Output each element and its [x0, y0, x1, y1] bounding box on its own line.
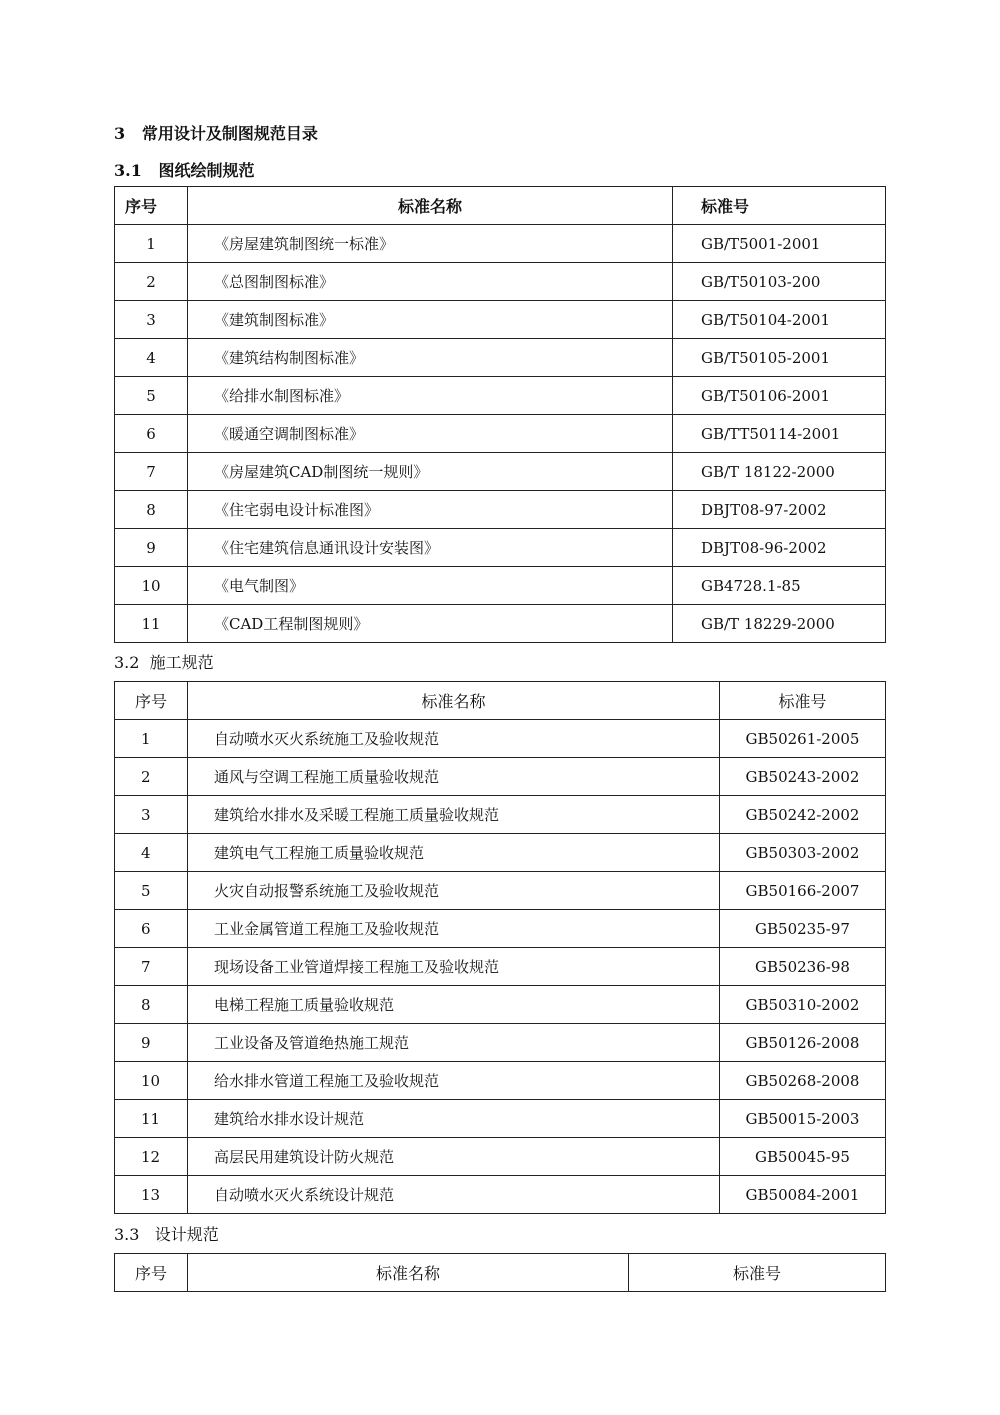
standard-code: GB50236-98: [720, 948, 886, 986]
standard-code: GB/T50106-2001: [673, 377, 886, 415]
standard-name: 工业设备及管道绝热施工规范: [188, 1024, 720, 1062]
table-row: [115, 948, 886, 986]
standard-name: 火灾自动报警系统施工及验收规范: [188, 872, 720, 910]
table-row: [115, 491, 886, 529]
standard-name: 《建筑结构制图标准》: [188, 339, 673, 377]
standard-name: 《房屋建筑CAD制图统一规则》: [188, 453, 673, 491]
row-index: 1: [115, 720, 188, 758]
table-row: [115, 872, 886, 910]
standard-code: GB/T5001-2001: [673, 225, 886, 263]
standard-code: GB50084-2001: [720, 1176, 886, 1214]
header-code: 标准号: [720, 682, 886, 720]
row-index: 6: [115, 415, 188, 453]
row-index: 3: [115, 301, 188, 339]
header-code: 标准号: [629, 1254, 886, 1292]
table-row: [115, 1024, 886, 1062]
standard-name: 建筑给水排水设计规范: [188, 1100, 720, 1138]
standard-code: GB50310-2002: [720, 986, 886, 1024]
standard-name: 《住宅建筑信息通讯设计安装图》: [188, 529, 673, 567]
row-index: 2: [115, 758, 188, 796]
standard-code: GB50303-2002: [720, 834, 886, 872]
table-row: [115, 567, 886, 605]
row-index: 9: [115, 1024, 188, 1062]
row-index: 7: [115, 453, 188, 491]
standard-name: 建筑电气工程施工质量验收规范: [188, 834, 720, 872]
row-index: 7: [115, 948, 188, 986]
table-row: [115, 1176, 886, 1214]
standard-name: 《暖通空调制图标准》: [188, 415, 673, 453]
standard-name: 给水排水管道工程施工及验收规范: [188, 1062, 720, 1100]
table-row: [115, 377, 886, 415]
table-row: [115, 1100, 886, 1138]
row-index: 6: [115, 910, 188, 948]
table-row: [115, 1138, 886, 1176]
header-name: 标准名称: [188, 682, 720, 720]
row-index: 4: [115, 834, 188, 872]
design-standards-table: [114, 1253, 886, 1292]
construction-standards-table: [114, 681, 886, 1214]
header-name: 标准名称: [188, 187, 673, 225]
standard-code: GB50268-2008: [720, 1062, 886, 1100]
table-body: [115, 225, 886, 643]
table-row: [115, 415, 886, 453]
standard-name: 《建筑制图标准》: [188, 301, 673, 339]
standard-code: GB50243-2002: [720, 758, 886, 796]
section-3-title: 3.3 设计规范: [114, 1225, 219, 1244]
table-row: [115, 225, 886, 263]
standard-code: GB/T50104-2001: [673, 301, 886, 339]
table-row: [115, 301, 886, 339]
row-index: 4: [115, 339, 188, 377]
row-index: 11: [115, 1100, 188, 1138]
table-row: [115, 529, 886, 567]
standard-code: GB50166-2007: [720, 872, 886, 910]
standard-code: GB/T 18122-2000: [673, 453, 886, 491]
table-row: [115, 986, 886, 1024]
table-row: [115, 605, 886, 643]
header-name: 标准名称: [188, 1254, 629, 1292]
standard-code: GB50015-2003: [720, 1100, 886, 1138]
standard-code: GB50235-97: [720, 910, 886, 948]
standard-name: 建筑给水排水及采暖工程施工质量验收规范: [188, 796, 720, 834]
standard-code: GB4728.1-85: [673, 567, 886, 605]
table-row: [115, 910, 886, 948]
standard-name: 自动喷水灭火系统设计规范: [188, 1176, 720, 1214]
table-row: [115, 834, 886, 872]
standard-name: 《总图制图标准》: [188, 263, 673, 301]
table-body: [115, 720, 886, 1214]
header-index: 序号: [115, 682, 188, 720]
header-index: 序号: [115, 1254, 188, 1292]
table-header-row: [115, 1254, 886, 1292]
header-index: 序号: [115, 187, 188, 225]
standard-code: GB/T50105-2001: [673, 339, 886, 377]
standard-name: 现场设备工业管道焊接工程施工及验收规范: [188, 948, 720, 986]
section-1-title: 3.1 图纸绘制规范: [114, 161, 255, 180]
table-header-row: [115, 187, 886, 225]
row-index: 5: [115, 377, 188, 415]
standard-name: 通风与空调工程施工质量验收规范: [188, 758, 720, 796]
row-index: 10: [115, 567, 188, 605]
page-title: 3 常用设计及制图规范目录: [114, 124, 318, 143]
row-index: 11: [115, 605, 188, 643]
row-index: 8: [115, 986, 188, 1024]
section-2-title: 3.2 施工规范: [114, 653, 214, 672]
table-row: [115, 758, 886, 796]
standard-name: 《CAD工程制图规则》: [188, 605, 673, 643]
drawing-standards-table: [114, 186, 886, 643]
row-index: 13: [115, 1176, 188, 1214]
row-index: 2: [115, 263, 188, 301]
row-index: 5: [115, 872, 188, 910]
standard-name: 工业金属管道工程施工及验收规范: [188, 910, 720, 948]
table-header-row: [115, 682, 886, 720]
standard-code: GB50242-2002: [720, 796, 886, 834]
table-row: [115, 453, 886, 491]
standard-code: GB50126-2008: [720, 1024, 886, 1062]
standard-name: 《电气制图》: [188, 567, 673, 605]
table-row: [115, 339, 886, 377]
standard-name: 《房屋建筑制图统一标准》: [188, 225, 673, 263]
table-row: [115, 796, 886, 834]
row-index: 10: [115, 1062, 188, 1100]
row-index: 3: [115, 796, 188, 834]
standard-code: DBJT08-96-2002: [673, 529, 886, 567]
standard-name: 电梯工程施工质量验收规范: [188, 986, 720, 1024]
standard-code: GB50261-2005: [720, 720, 886, 758]
row-index: 9: [115, 529, 188, 567]
standard-code: GB50045-95: [720, 1138, 886, 1176]
standard-code: GB/TT50114-2001: [673, 415, 886, 453]
row-index: 1: [115, 225, 188, 263]
table-row: [115, 263, 886, 301]
table-row: [115, 1062, 886, 1100]
table-row: [115, 720, 886, 758]
standard-name: 自动喷水灭火系统施工及验收规范: [188, 720, 720, 758]
standard-code: GB/T50103-200: [673, 263, 886, 301]
standard-name: 《给排水制图标准》: [188, 377, 673, 415]
row-index: 8: [115, 491, 188, 529]
row-index: 12: [115, 1138, 188, 1176]
standard-code: DBJT08-97-2002: [673, 491, 886, 529]
header-code: 标准号: [673, 187, 886, 225]
standard-name: 《住宅弱电设计标准图》: [188, 491, 673, 529]
standard-name: 高层民用建筑设计防火规范: [188, 1138, 720, 1176]
standard-code: GB/T 18229-2000: [673, 605, 886, 643]
